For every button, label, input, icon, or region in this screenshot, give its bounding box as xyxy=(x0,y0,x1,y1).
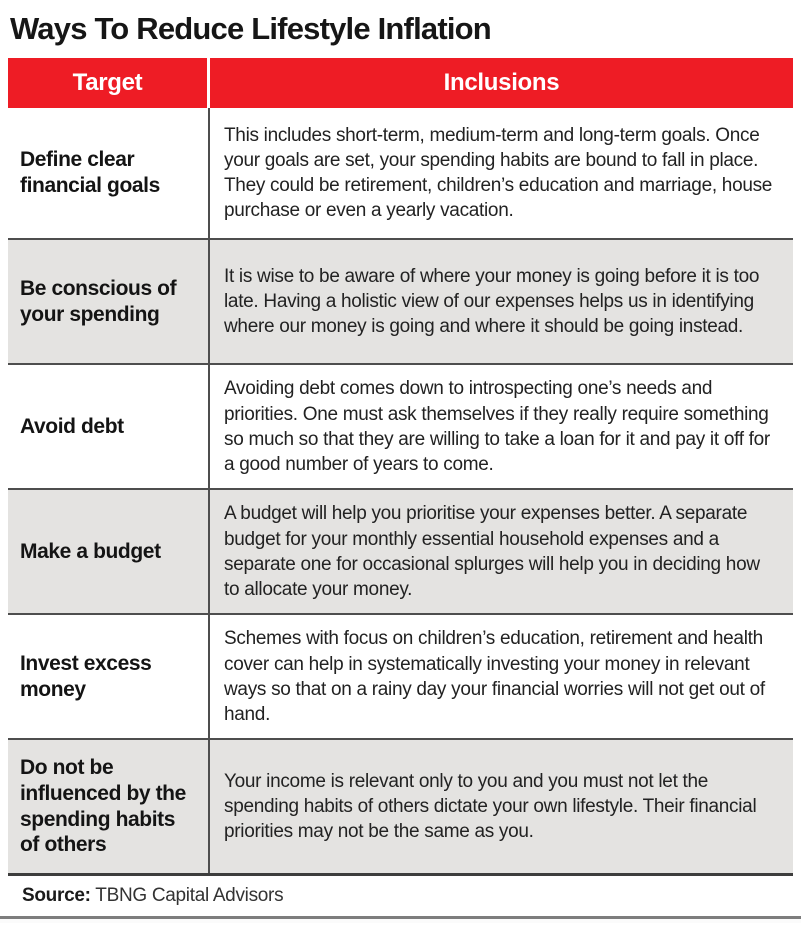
target-text: Avoid debt xyxy=(20,414,124,438)
column-header-target: Target xyxy=(8,58,210,108)
target-text: Make a budget xyxy=(20,539,161,563)
inclusions-cell xyxy=(210,740,793,873)
target-text: Do not be influenced by the spending habits of others xyxy=(20,756,186,857)
page-title: Ways To Reduce Lifestyle Inflation xyxy=(10,11,491,46)
table-row xyxy=(8,738,793,873)
inclusions-cell xyxy=(210,615,793,738)
target-cell xyxy=(8,365,210,488)
lifestyle-inflation-table xyxy=(8,58,793,873)
inclusions-text: It is wise to be aware of where your money is going before it is too late. Having a holistic view of our expenses helps us in identifying where our money is going and where it should be going instead. xyxy=(224,265,760,338)
inclusions-text: Your income is relevant only to you and you must not let the spending habits of others dictate your own lifestyle. Their financial priorities may not be the same as you. xyxy=(224,770,757,843)
table-header-row xyxy=(8,58,793,108)
bottom-divider xyxy=(0,916,801,923)
inclusions-text: This includes short-term, medium-term and long-term goals. Once your goals are set, your spending habits are bound to fall in place. They could be retirement, children’s education and marriage, house purchase or even a yearly vacation. xyxy=(224,124,773,222)
target-cell xyxy=(8,740,210,873)
target-text: Invest excess money xyxy=(20,651,152,701)
target-cell xyxy=(8,240,210,363)
inclusions-cell xyxy=(210,108,793,238)
inclusions-text: Schemes with focus on children’s education, retirement and health cover can help in systematically investing your money in relevant ways so that on a rainy day your financial worries will not get out of hand. xyxy=(224,628,765,725)
table-body xyxy=(8,108,793,873)
source-label: Source: xyxy=(22,885,91,907)
table-row xyxy=(8,238,793,363)
source-value: TBNG Capital Advisors xyxy=(95,885,284,907)
inclusions-cell xyxy=(210,365,793,488)
target-text: Define clear financial goals xyxy=(20,148,160,198)
source-line xyxy=(8,873,793,916)
column-header-inclusions: Inclusions xyxy=(443,69,560,97)
inclusions-text: Avoiding debt comes down to introspecting one’s needs and priorities. One must ask themselves if they really require something so much so that they are willing to take a loan for it and pay it off for a good number of years to come. xyxy=(224,378,770,475)
table-row xyxy=(8,488,793,613)
table-row xyxy=(8,363,793,488)
table-row xyxy=(8,108,793,238)
target-cell xyxy=(8,490,210,613)
target-cell xyxy=(8,615,210,738)
target-text: Be conscious of your spending xyxy=(20,276,177,326)
target-cell xyxy=(8,108,210,238)
inclusions-text: A budget will help you prioritise your expenses better. A separate budget for your monthly essential household expenses and a separate one for occasional splurges will help you in deciding how to allocate your money. xyxy=(224,503,760,600)
inclusions-cell xyxy=(210,490,793,613)
table-row xyxy=(8,613,793,738)
inclusions-cell xyxy=(210,240,793,363)
